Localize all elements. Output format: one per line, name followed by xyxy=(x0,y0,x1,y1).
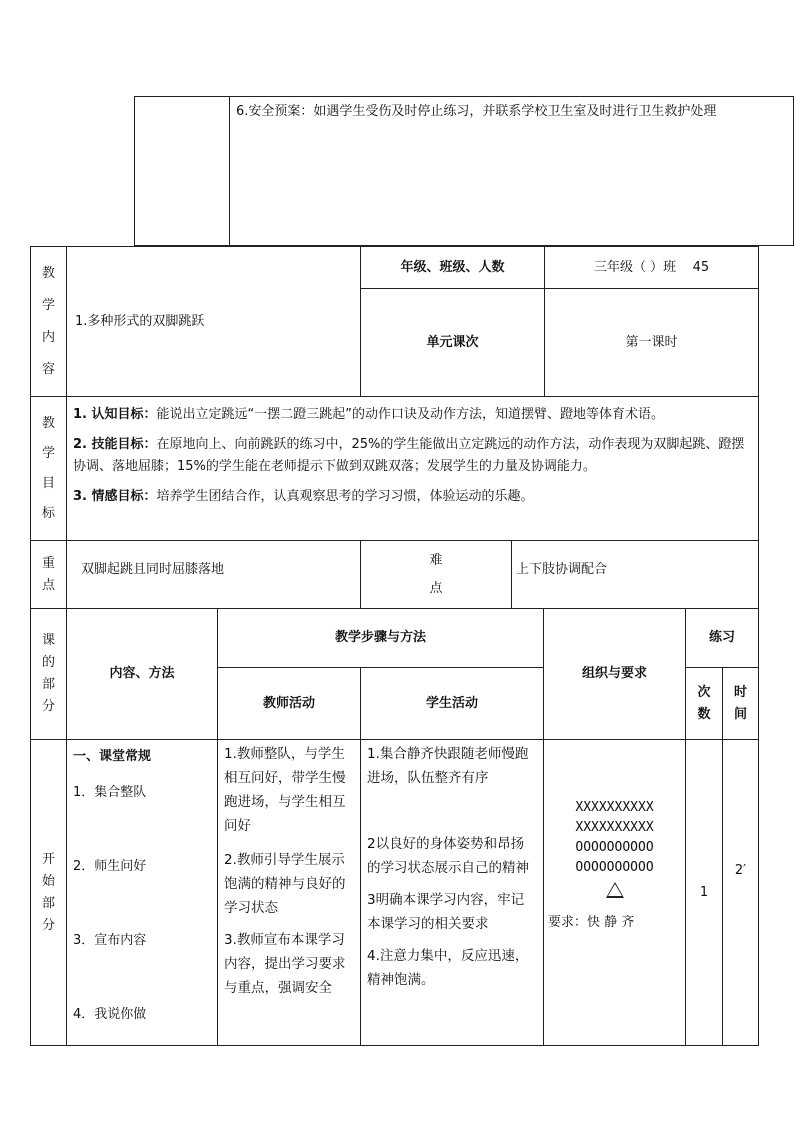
difficulty-value: 上下肢协调配合 xyxy=(516,561,608,577)
goal-text: 培养学生团结合作，认真观察思考的学习习惯，体验运动的乐趣。 xyxy=(156,489,534,504)
goal-text: 能说出立定跳远“一摆二蹬三跳起”的动作口诀及动作方法，知道摆臂、蹬地等体育术语。 xyxy=(156,407,664,422)
label-char: 部 xyxy=(41,677,55,692)
goals-text xyxy=(67,397,759,541)
content-text xyxy=(67,247,361,397)
label-char: 始 xyxy=(41,873,55,889)
label-char: 分 xyxy=(41,699,55,714)
label-char: 时 xyxy=(734,684,748,700)
content-item: 4．我说你做 xyxy=(73,1007,147,1022)
label-char: 部 xyxy=(41,895,55,911)
keypoint-value: 双脚起跳且同时屈膝落地 xyxy=(81,561,225,577)
content-method-header: 内容、方法 xyxy=(67,609,218,740)
safety-table xyxy=(134,96,794,246)
difficulty-text xyxy=(512,541,759,609)
formation-row: OOOOOOOOOO xyxy=(575,860,654,875)
steps-header: 教学步骤与方法 xyxy=(218,609,544,668)
organization-cell xyxy=(544,740,686,1046)
label-char: 次 xyxy=(697,684,711,700)
count-cell: 1 xyxy=(686,740,723,1046)
formation-row: XXXXXXXXXX xyxy=(575,800,654,815)
formation-row: XXXXXXXXXX xyxy=(575,820,654,835)
teacher-activities xyxy=(218,740,361,1046)
label-char: 数 xyxy=(697,706,711,722)
label-char: 标 xyxy=(41,505,55,521)
label-char: 教 xyxy=(41,265,55,281)
lesson-table xyxy=(30,246,759,609)
keypoint-text xyxy=(67,541,361,609)
student-activities xyxy=(361,740,544,1046)
time-header xyxy=(723,668,759,740)
organization-header: 组织与要求 xyxy=(544,609,686,740)
goal-text: 在原地向上、向前跳跃的练习中，25%的学生能做出立定跳远的动作方法，动作表现为双脚起跳、蹬摆协调、落地屈膝；15%的学生能在老师提示下做到双跳双落；发展学生的力量及协调能力。 xyxy=(73,437,745,474)
label-char: 点 xyxy=(429,580,443,596)
label-char: 内 xyxy=(41,329,55,345)
label-char: 教 xyxy=(41,415,55,431)
section-title: 一、课堂常规 xyxy=(73,749,152,764)
label-char: 点 xyxy=(41,577,55,593)
teacher-activity: 3.教师宣布本课学习内容，提出学习要求与重点，强调安全 xyxy=(224,932,346,996)
teacher-activity: 1.教师整队，与学生相互问好，带学生慢跑进场，与学生相互问好 xyxy=(224,746,346,834)
label-char: 学 xyxy=(41,297,55,313)
goals-label xyxy=(31,397,67,541)
student-activity: 3明确本课学习内容，牢记本课学习的相关要求 xyxy=(367,892,525,932)
label-char: 开 xyxy=(41,851,55,867)
time-cell: 2′ xyxy=(723,740,759,1046)
teacher-triangle-icon xyxy=(606,882,624,898)
grade-label: 年级、班级、人数 xyxy=(361,247,545,289)
label-char: 间 xyxy=(734,706,748,722)
content-item: 1．集合整队 xyxy=(73,785,147,800)
label-char: 重 xyxy=(41,555,55,571)
safety-blank-cell xyxy=(135,97,230,246)
safety-note: 6.安全预案：如遇学生受伤及时停止练习，并联系学校卫生室及时进行卫生救护处理 xyxy=(230,97,794,246)
difficulty-label xyxy=(361,541,512,609)
label-char: 分 xyxy=(41,917,55,933)
label-char: 难 xyxy=(429,552,443,568)
requirement: 要求：快 静 齐 xyxy=(548,915,635,930)
student-activity: 1.集合静齐快跟随老师慢跑进场，队伍整齐有序 xyxy=(367,746,529,786)
label-char: 容 xyxy=(41,361,55,377)
goal-item xyxy=(73,404,752,426)
content-item: 3．宣布内容 xyxy=(73,933,147,948)
label-char: 课 xyxy=(41,633,55,648)
label-char: 学 xyxy=(41,445,55,461)
steps-table xyxy=(30,608,759,1046)
unit-label: 单元课次 xyxy=(361,289,545,397)
keypoint-label xyxy=(31,541,67,609)
label-char: 目 xyxy=(41,475,55,491)
student-activity: 4.注意力集中，反应迅速，精神饱满。 xyxy=(367,948,529,988)
goal-head: 3. 情感目标： xyxy=(73,489,157,504)
goal-item xyxy=(73,434,752,478)
goal-head: 2. 技能目标： xyxy=(73,437,157,452)
teacher-activity: 2.教师引导学生展示饱满的精神与良好的学习状态 xyxy=(224,852,346,916)
student-activity: 2以良好的身体姿势和昂扬的学习状态展示自己的精神 xyxy=(367,836,529,876)
grade-value: 三年级（ ）班 45 xyxy=(545,247,759,289)
student-header: 学生活动 xyxy=(361,668,544,740)
count-header xyxy=(686,668,723,740)
content-items xyxy=(67,740,218,1046)
unit-value: 第一课时 xyxy=(545,289,759,397)
start-part-label xyxy=(31,740,67,1046)
formation-row: OOOOOOOOOO xyxy=(575,840,654,855)
teacher-header: 教师活动 xyxy=(218,668,361,740)
goal-item xyxy=(73,486,752,508)
label-char: 的 xyxy=(41,655,55,670)
goal-head: 1. 认知目标： xyxy=(73,407,157,422)
part-label xyxy=(31,609,67,740)
content-text-value: 1.多种形式的双脚跳跃 xyxy=(75,313,205,329)
practice-header: 练习 xyxy=(686,609,759,668)
content-label xyxy=(31,247,67,397)
content-item: 2．师生问好 xyxy=(73,859,147,874)
